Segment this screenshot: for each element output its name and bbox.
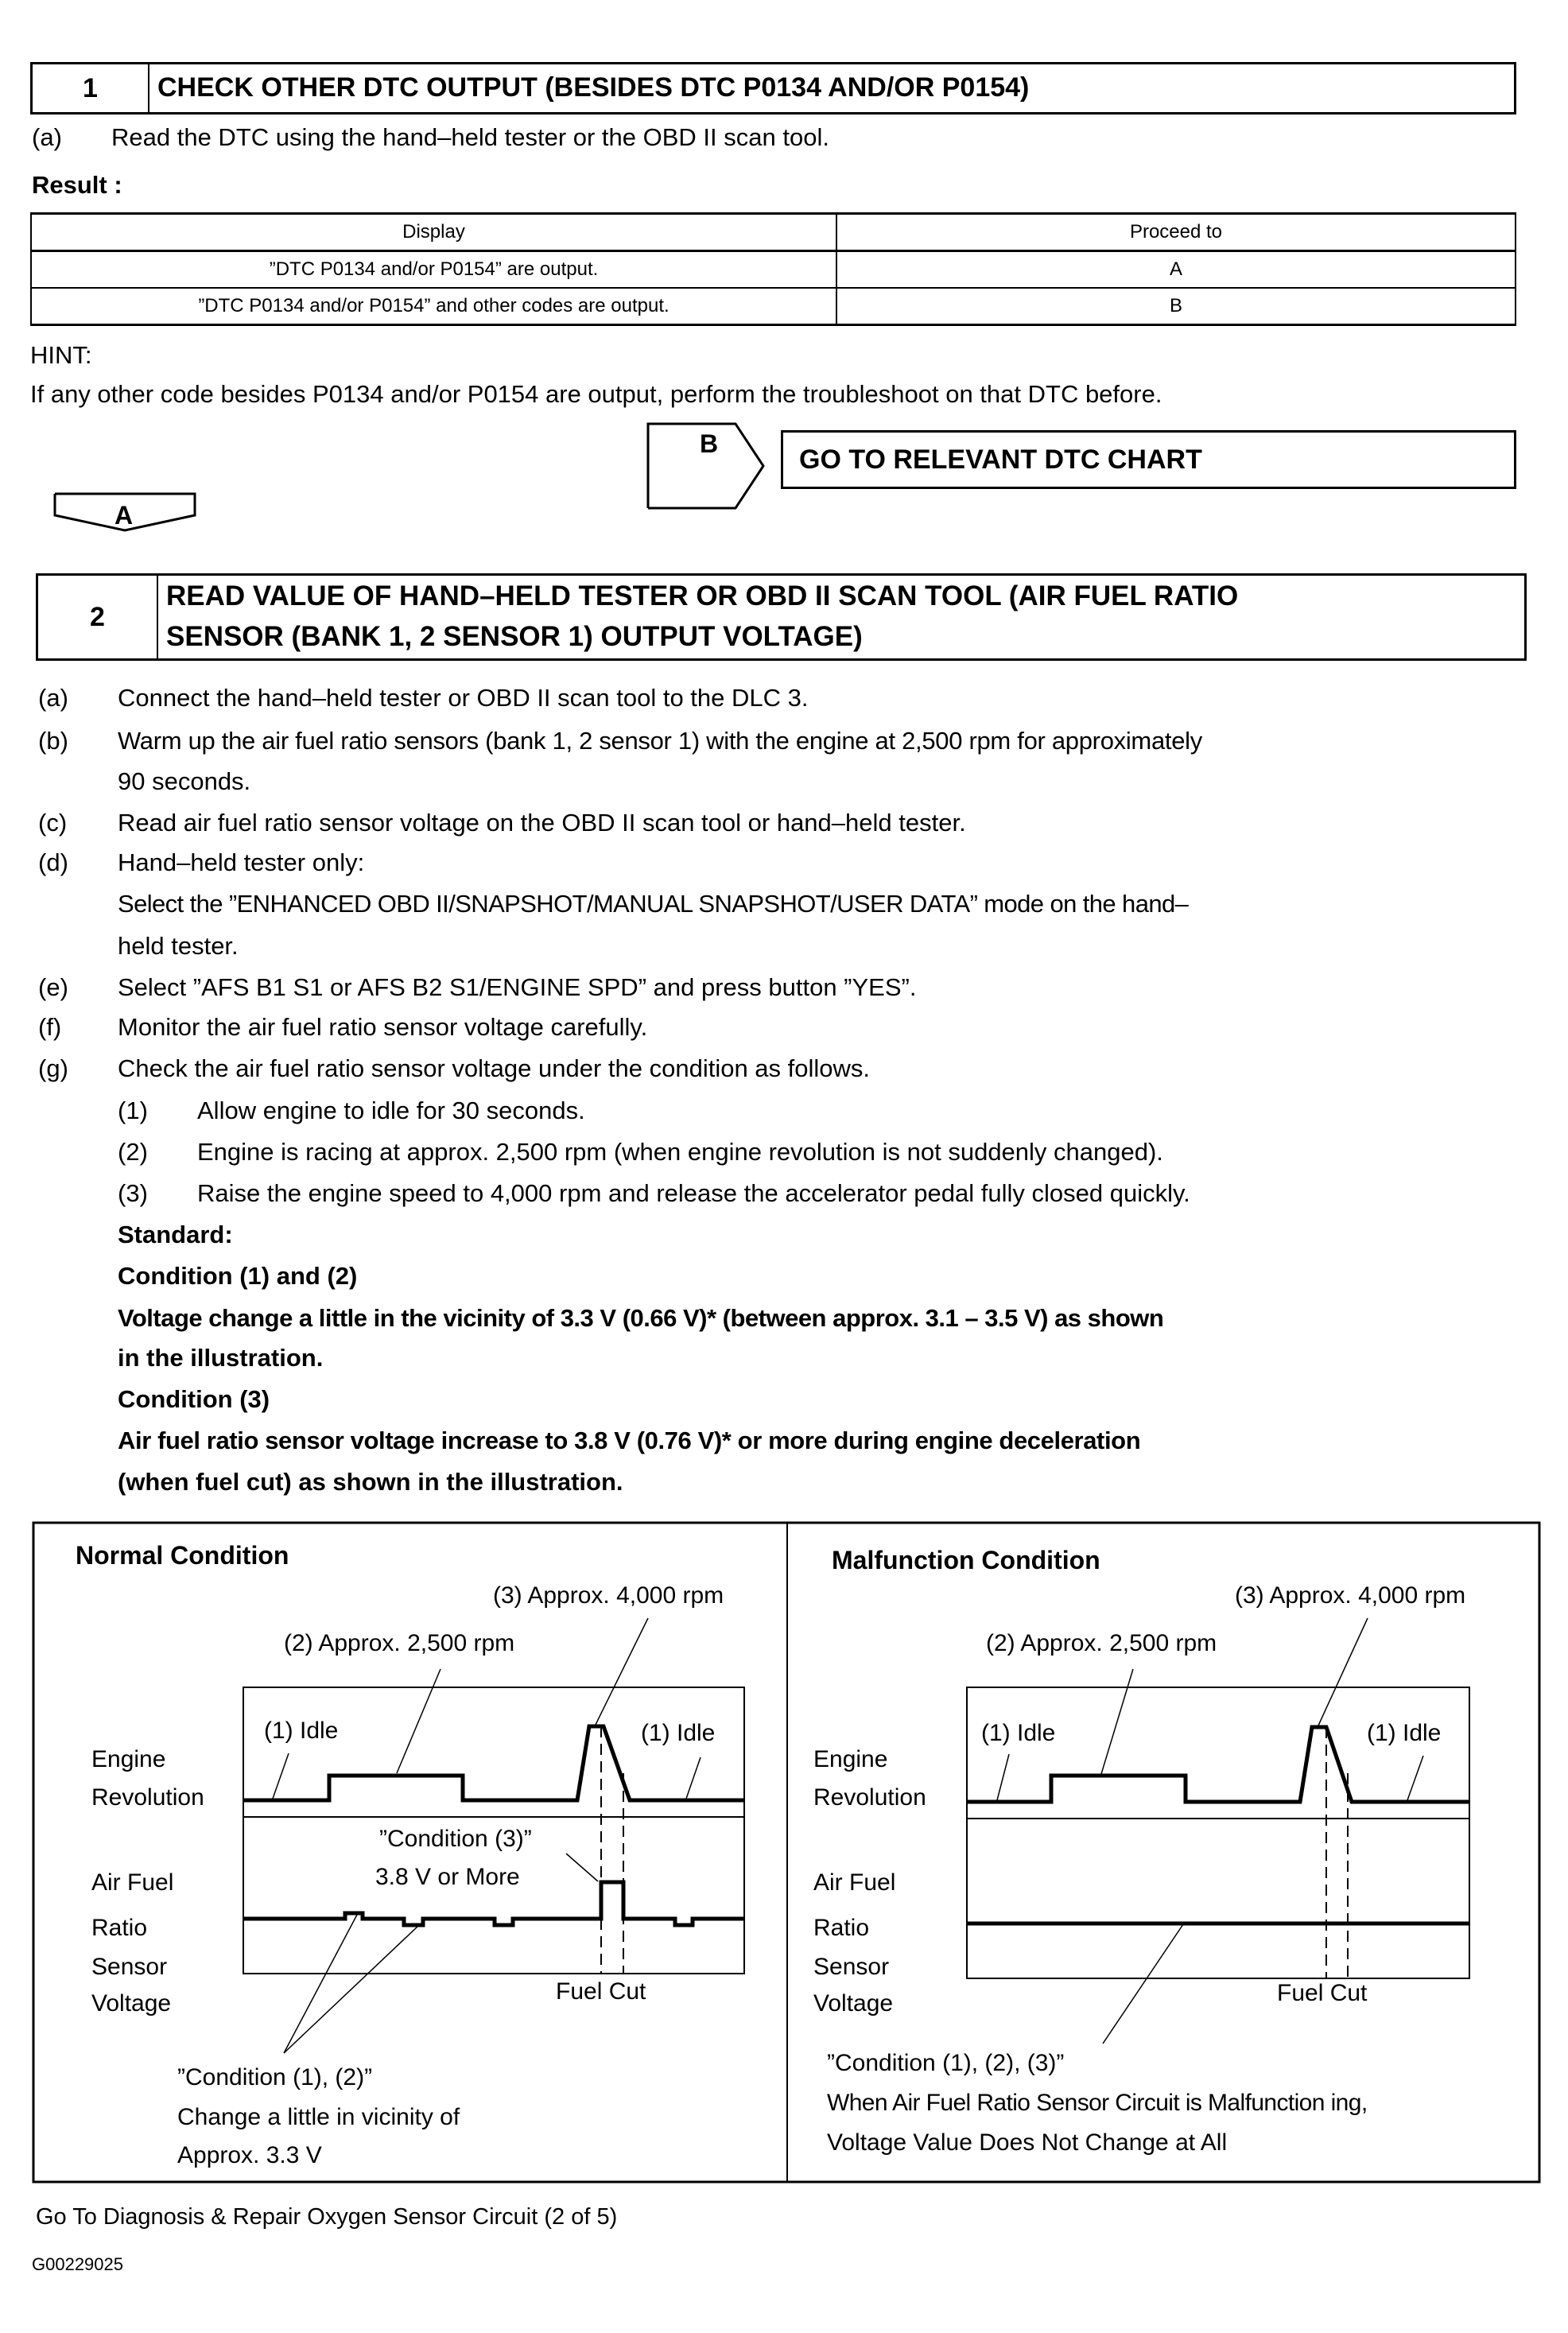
normal-af-label-3: Sensor: [91, 1954, 168, 1980]
item-b-text-cont: 90 seconds.: [118, 767, 251, 795]
item-b-label: (b): [38, 727, 68, 755]
hint-text: If any other code besides P0134 and/or P0154 are output, perform the troubleshoot on that DTC before.: [30, 380, 1162, 408]
step2-number: 2: [38, 576, 158, 658]
item-e-text: Select ”AFS B1 S1 or AFS B2 S1/ENGINE SPD” and press button ”YES”.: [118, 973, 917, 1001]
item-e-label: (e): [38, 973, 68, 1001]
normal-af-label-1: Air Fuel: [91, 1869, 174, 1896]
malfunction-fuel-cut-label: Fuel Cut: [1277, 1980, 1368, 2006]
item-a-text: Connect the hand–held tester or OBD II scan tool to the DLC 3.: [118, 684, 809, 712]
malfunction-label-idle-right: (1) Idle: [1367, 1720, 1442, 1746]
item-d-label: (d): [38, 848, 68, 876]
item-g-text: Check the air fuel ratio sensor voltage under the condition as follows.: [118, 1054, 871, 1082]
normal-engine-label-2: Revolution: [91, 1784, 204, 1811]
normal-af-label-4: Voltage: [91, 1990, 172, 2017]
normal-af-label-2: Ratio: [91, 1915, 148, 1941]
normal-note-line1: ”Condition (1), (2)”: [177, 2064, 373, 2090]
result-label: Result :: [32, 171, 122, 199]
subitem-3-label: (3): [118, 1179, 148, 1207]
item-a-label: (a): [38, 684, 68, 712]
table-cell-proceed: B: [836, 288, 1516, 325]
item-f-text: Monitor the air fuel ratio sensor voltage carefully.: [118, 1013, 648, 1041]
malfunction-af-label-2: Ratio: [813, 1915, 870, 1941]
table-cell-display: ”DTC P0134 and/or P0154” and other codes are output.: [31, 288, 836, 325]
step1-number: 1: [33, 64, 149, 112]
step1-item-a-label: (a): [32, 123, 62, 151]
subitem-1-text: Allow engine to idle for 30 seconds.: [197, 1097, 585, 1124]
item-c-text: Read air fuel ratio sensor voltage on the OBD II scan tool or hand–held tester.: [118, 809, 966, 837]
step2-title-line1: READ VALUE OF HAND–HELD TESTER OR OBD II SCAN TOOL (AIR FUEL RATIO: [166, 580, 1239, 612]
table-cell-display: ”DTC P0134 and/or P0154” are output.: [31, 251, 836, 289]
hint-label: HINT:: [30, 341, 92, 369]
branch-a-label: A: [114, 501, 134, 530]
condition-1-2-spec-cont: in the illustration.: [118, 1344, 324, 1372]
condition-1-2-label: Condition (1) and (2): [118, 1262, 358, 1290]
malfunction-af-label-4: Voltage: [813, 1990, 894, 2017]
table-header-display: Display: [31, 214, 836, 251]
malfunction-engine-label-1: Engine: [813, 1746, 888, 1772]
figure-id: G00229025: [32, 2254, 123, 2274]
malfunction-af-label-3: Sensor: [813, 1954, 890, 1980]
item-d-text-cont: Select the ”ENHANCED OBD II/SNAPSHOT/MANUAL SNAPSHOT/USER DATA” mode on the hand–: [118, 890, 1189, 918]
table-cell-proceed: A: [836, 251, 1516, 289]
item-d-text: Hand–held tester only:: [118, 848, 365, 876]
footer-caption-link[interactable]: Go To Diagnosis & Repair Oxygen Sensor Circuit (2 of 5): [36, 2204, 618, 2230]
subitem-3-text: Raise the engine speed to 4,000 rpm and release the accelerator pedal fully closed quickly.: [197, 1179, 1190, 1207]
subitem-1-label: (1): [118, 1097, 148, 1124]
malfunction-label-4000rpm: (3) Approx. 4,000 rpm: [1235, 1582, 1466, 1609]
condition-3-spec: Air fuel ratio sensor voltage increase to 3.8 V (0.76 V)* or more during engine deceleration: [118, 1427, 1141, 1454]
condition-3-label: Condition (3): [118, 1385, 270, 1413]
standard-label: Standard:: [118, 1221, 233, 1248]
normal-condition-title: Normal Condition: [76, 1541, 289, 1570]
malfunction-note-line3: Voltage Value Does Not Change at All: [827, 2129, 1228, 2156]
normal-fuel-cut-label: Fuel Cut: [556, 1978, 646, 2005]
normal-engine-label-1: Engine: [91, 1746, 166, 1772]
normal-label-2500rpm: (2) Approx. 2,500 rpm: [284, 1630, 515, 1656]
normal-note-line3: Approx. 3.3 V: [177, 2142, 322, 2168]
branch-b-target: GO TO RELEVANT DTC CHART: [799, 444, 1202, 475]
step1-title: CHECK OTHER DTC OUTPUT (BESIDES DTC P0134 AND/OR P0154): [157, 72, 1030, 103]
item-f-label: (f): [38, 1013, 62, 1041]
normal-label-idle-left: (1) Idle: [264, 1718, 339, 1744]
step1-item-a-text: Read the DTC using the hand–held tester or the OBD II scan tool.: [111, 123, 829, 151]
item-c-label: (c): [38, 809, 68, 837]
step2-title-line2: SENSOR (BANK 1, 2 SENSOR 1) OUTPUT VOLTAGE): [166, 621, 863, 652]
normal-label-4000rpm: (3) Approx. 4,000 rpm: [493, 1582, 724, 1609]
normal-cond3-value: 3.8 V or More: [375, 1864, 520, 1890]
malfunction-note-line1: ”Condition (1), (2), (3)”: [827, 2050, 1065, 2076]
branch-b-label: B: [700, 429, 719, 458]
subitem-2-label: (2): [118, 1138, 148, 1166]
subitem-2-text: Engine is racing at approx. 2,500 rpm (when engine revolution is not suddenly changed).: [197, 1138, 1163, 1166]
malfunction-label-2500rpm: (2) Approx. 2,500 rpm: [986, 1630, 1217, 1656]
malfunction-engine-label-2: Revolution: [813, 1784, 926, 1811]
normal-label-idle-right: (1) Idle: [641, 1720, 716, 1746]
malfunction-note-line2: When Air Fuel Ratio Sensor Circuit is Malfunction ing,: [827, 2090, 1368, 2116]
malfunction-label-idle-left: (1) Idle: [981, 1720, 1056, 1746]
item-b-text: Warm up the air fuel ratio sensors (bank 1, 2 sensor 1) with the engine at 2,500 rpm for approximately: [118, 727, 1202, 755]
malfunction-af-label-1: Air Fuel: [813, 1869, 896, 1896]
item-d-text-cont2: held tester.: [118, 932, 239, 960]
condition-1-2-spec: Voltage change a little in the vicinity of 3.3 V (0.66 V)* (between approx. 3.1 – 3.5 V) as shown: [118, 1304, 1164, 1332]
item-g-label: (g): [38, 1054, 68, 1082]
malfunction-condition-title: Malfunction Condition: [832, 1546, 1100, 1574]
condition-3-spec-cont: (when fuel cut) as shown in the illustration.: [118, 1468, 623, 1496]
normal-note-line2: Change a little in vicinity of: [177, 2104, 460, 2130]
normal-cond3-label: ”Condition (3)”: [379, 1826, 532, 1852]
malfunction-condition-chart: [967, 1618, 1469, 2044]
table-header-proceed: Proceed to: [836, 214, 1516, 251]
